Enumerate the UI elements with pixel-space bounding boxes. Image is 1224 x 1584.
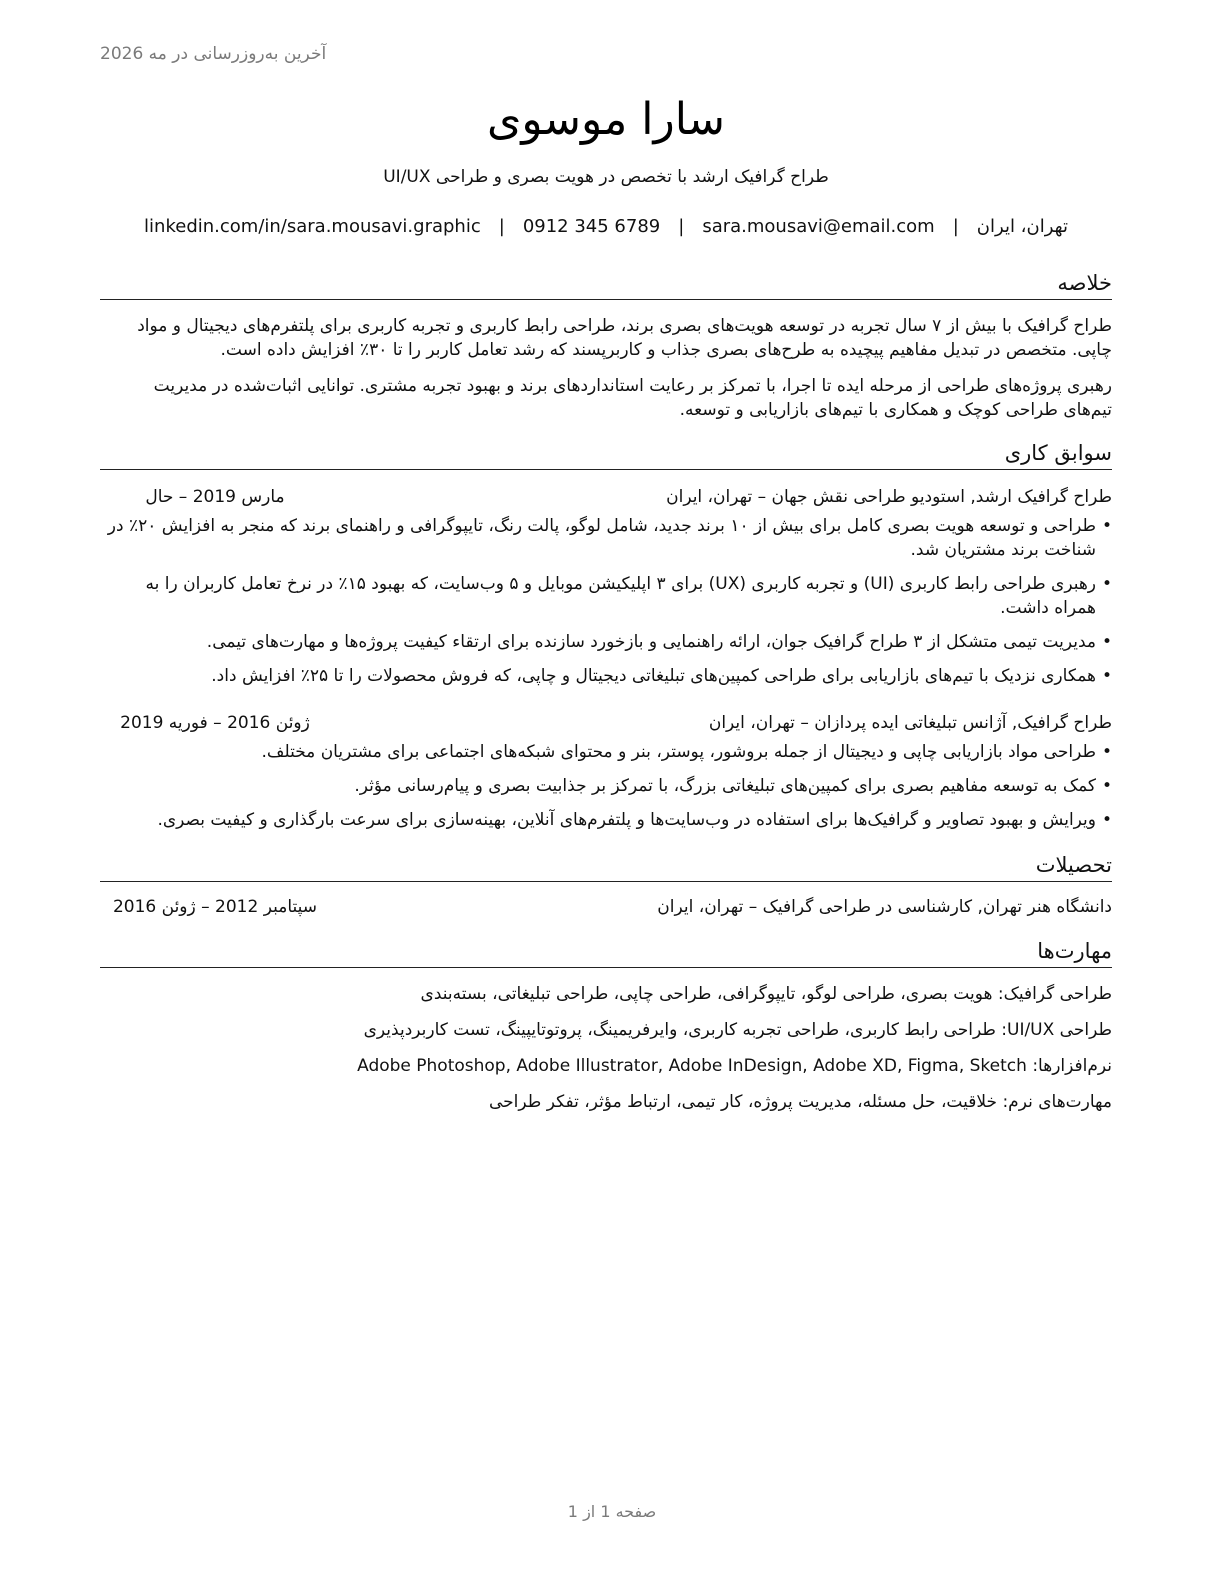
- contact-separator: |: [498, 216, 505, 237]
- page-number: صفحه 1 از 1: [567, 1502, 657, 1521]
- skills-list: [100, 982, 1112, 1114]
- job-bullet: • مدیریت تیمی متشکل از ۳ طراح گرافیک جوان، ارائه راهنمایی و بازخورد سازنده برای ارتقاء کیفیت پروژه‌ها و مهارت‌های تیمی.: [100, 630, 1112, 654]
- section-title-summary: خلاصه: [100, 268, 1112, 300]
- section-title-education: تحصیلات: [100, 850, 1112, 882]
- resume-page: [100, 0, 1112, 1126]
- section-title-skills: مهارت‌ها: [100, 936, 1112, 968]
- job-dates: ژوئن 2016 – فوریه 2019: [120, 713, 310, 733]
- job-dates: مارس 2019 – حال: [145, 487, 285, 507]
- education-entry: [100, 894, 1112, 920]
- job-title: طراح گرافیک ارشد, استودیو طراحی نقش جهان – تهران، ایران: [666, 487, 1112, 507]
- skill-line: مهارت‌های نرم: خلاقیت، حل مسئله، مدیریت پروژه، کار تیمی، ارتباط مؤثر، تفکر طراحی: [488, 1092, 1112, 1112]
- candidate-title: طراح گرافیک ارشد با تخصص در هویت بصری و طراحی UI/UX: [383, 167, 829, 187]
- contact-separator: |: [952, 216, 959, 237]
- job-header: [100, 710, 1112, 736]
- job-entry: [100, 710, 1112, 832]
- job-bullet: • کمک به توسعه مفاهیم بصری برای کمپین‌های تبلیغاتی بزرگ، با تمرکز بر جذابیت بصری و پیام‌رسانی مؤثر.: [100, 774, 1112, 798]
- skill-line: طراحی UI/UX: طراحی رابط کاربری، طراحی تجربه کاربری، وایرفریمینگ، پروتوتایپینگ، تست کاربردپذیری: [363, 1020, 1112, 1040]
- job-entry: [100, 484, 1112, 688]
- section-title-experience: سوابق کاری: [100, 438, 1112, 470]
- summary-paragraph: رهبری پروژه‌های طراحی از مرحله ایده تا اجرا، با تمرکز بر رعایت استانداردهای برند و بهبود تجربه مشتری. توانایی اثبات‌شده در مدیریت تیم‌های طراحی کوچک و همکاری با تیم‌های بازاریابی و توسعه.: [153, 376, 1112, 420]
- job-bullet: • ویرایش و بهبود تصاویر و گرافیک‌ها برای استفاده در وب‌سایت‌ها و پلتفرم‌های آنلاین، بهینه‌سازی برای سرعت بارگذاری و کیفیت بصری.: [100, 808, 1112, 832]
- job-bullet: • طراحی مواد بازاریابی چاپی و دیجیتال از جمله بروشور، پوستر، بنر و محتوای شبکه‌های اجتماعی برای مشتریان مختلف.: [100, 740, 1112, 764]
- contact-linkedin[interactable]: linkedin.com/in/sara.mousavi.graphic: [144, 216, 481, 237]
- contact-email[interactable]: sara.mousavi@email.com: [702, 216, 935, 237]
- contact-line: [100, 214, 1112, 240]
- job-header: [100, 484, 1112, 510]
- candidate-name: سارا موسوی: [486, 94, 726, 145]
- job-bullets: [100, 740, 1112, 832]
- job-bullets: [100, 514, 1112, 688]
- job-title: طراح گرافیک, آژانس تبلیغاتی ایده پردازان – تهران، ایران: [708, 713, 1112, 733]
- job-bullet: • همکاری نزدیک با تیم‌های بازاریابی برای طراحی کمپین‌های تبلیغاتی دیجیتال و چاپی، که فروش محصولات را تا ۲۵٪ افزایش داد.: [100, 664, 1112, 688]
- job-bullet: • طراحی و توسعه هویت بصری کامل برای بیش از ۱۰ برند جدید، شامل لوگو، پالت رنگ، تایپوگرافی و راهنمای برند که منجر به افزایش ۲۰٪ در شناخت برند مشتریان شد.: [100, 514, 1112, 562]
- contact-phone[interactable]: 0912 345 6789: [522, 216, 661, 237]
- contact-location: تهران، ایران: [976, 216, 1068, 237]
- summary-paragraph: طراح گرافیک با بیش از ۷ سال تجربه در توسعه هویت‌های بصری برند، طراحی رابط کاربری و تجربه کاربری برای پلتفرم‌های دیجیتال و مواد چاپی. متخصص در تبدیل مفاهیم پیچیده به طرح‌های بصری جذاب و کاربرپسند که رشد تعامل کاربر را تا ۳۰٪ افزایش داده است.: [137, 316, 1112, 360]
- job-bullet: • رهبری طراحی رابط کاربری (UI) و تجربه کاربری (UX) برای ۳ اپلیکیشن موبایل و ۵ وب‌سایت، که بهبود ۱۵٪ در نرخ تعامل کاربران را به همراه داشت.: [100, 572, 1112, 620]
- contact-separator: |: [678, 216, 685, 237]
- education-degree: دانشگاه هنر تهران, کارشناسی در طراحی گرافیک – تهران، ایران: [657, 897, 1112, 917]
- last-updated-note: آخرین به‌روزرسانی در مه 2026: [100, 44, 327, 64]
- skill-line: طراحی گرافیک: هویت بصری، طراحی لوگو، تایپوگرافی، طراحی چاپی، طراحی تبلیغاتی، بسته‌بندی: [420, 984, 1112, 1004]
- skill-line: نرم‌افزارها: Adobe Photoshop, Adobe Illustrator, Adobe InDesign, Adobe XD, Figma, Sketch: [357, 1056, 1112, 1076]
- education-dates: سپتامبر 2012 – ژوئن 2016: [112, 897, 318, 917]
